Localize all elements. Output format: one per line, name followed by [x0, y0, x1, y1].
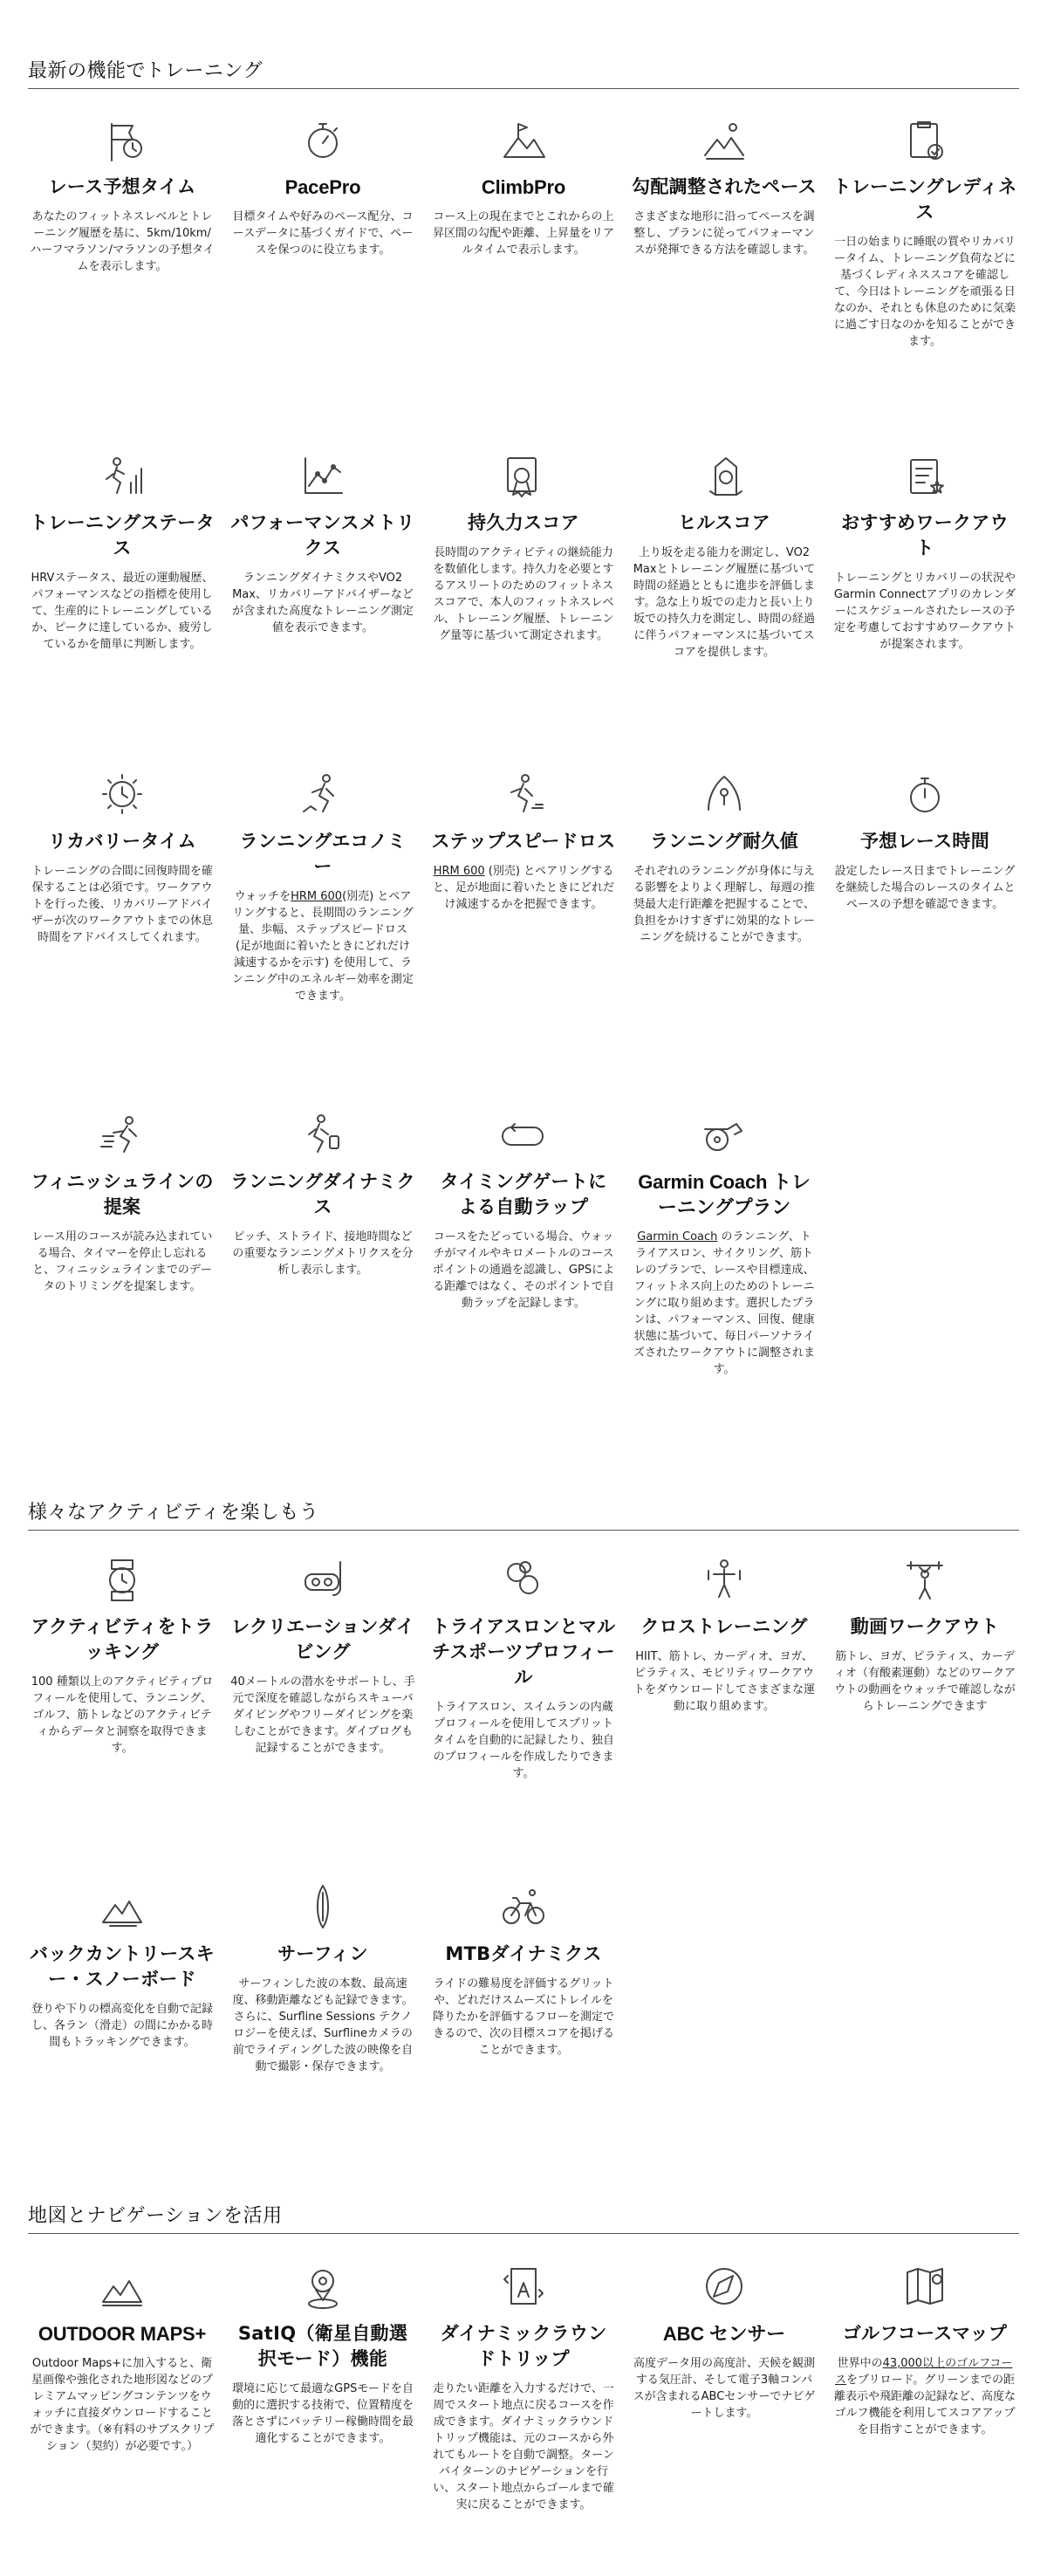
- feature-mtb-dynamics: [423, 1881, 624, 2075]
- description-text: 世界中の: [837, 2357, 883, 2370]
- feature-description: [230, 888, 415, 1004]
- runner-bars-icon: [30, 449, 215, 502]
- feature-satiq: [222, 2260, 423, 2513]
- feature-title: MTBダイナミクス: [445, 1943, 602, 1964]
- line-graph-icon: [230, 449, 415, 502]
- feature-title: ダイナミックラウンドトリップ: [440, 2323, 607, 2369]
- feature-title: フィニッシュラインの提案: [31, 1171, 214, 1217]
- feature-title: サーフィン: [277, 1943, 368, 1964]
- feature-running-tolerance: [624, 768, 825, 1004]
- feature-step-speed-loss: [423, 768, 624, 1004]
- feature-description: HRVステータス、最近の運動履歴、パフォーマンスなどの指標を使用して、生産的にトレーニングしているか、ピークに達しているか、疲労しているかを簡単に判断します。: [31, 572, 214, 651]
- mountain-flag-icon: [431, 113, 616, 166]
- feature-row: [22, 113, 1025, 350]
- feature-hill-score: [624, 449, 825, 661]
- hill-score-icon: [632, 449, 817, 502]
- finish-line-icon: [30, 1108, 215, 1161]
- snorkel-mask-icon: [230, 1553, 415, 1606]
- feature-race-time-prediction: [825, 768, 1025, 1004]
- feature-row: [22, 1553, 1025, 1782]
- feature-grade-adjusted-pace: [624, 113, 825, 350]
- running-dynamics-icon: [230, 1108, 415, 1161]
- kettlebell-person-icon: [632, 1553, 817, 1606]
- feature-title: OUTDOOR MAPS+: [38, 2323, 207, 2345]
- feature-title: トライアスロンとマルチスポーツプロフィール: [431, 1616, 616, 1688]
- feature-recreational-diving: [222, 1553, 423, 1782]
- recovery-sun-icon: [30, 768, 215, 820]
- feature-description: トレーニングとリカバリーの状況やGarmin Connectアプリのカレンダーにスケジュールされたレースの予定を考慮しておすすめワークアウトが提案されます。: [833, 572, 1016, 651]
- watch-icon: [30, 1553, 215, 1606]
- feature-description: 設定したレース日までトレーニングを継続した場合のレースのタイムとペースの予想を確認できます。: [834, 865, 1016, 911]
- feature-timing-gate: [423, 1108, 624, 1378]
- section-title-activities: 様々なアクティビティを楽しもう: [28, 1497, 1019, 1531]
- feature-row: [22, 2260, 1025, 2513]
- badge-score-icon: [431, 449, 616, 502]
- feature-cross-training: [624, 1553, 825, 1782]
- feature-golf-course-maps: [825, 2260, 1025, 2513]
- feature-description: コースをたどっている場合、ウォッチがマイルやキロメートルのコースポイントの通過を認識し、GPSによる距離ではなく、そのポイントで自動ラップを記録します。: [432, 1230, 615, 1310]
- feature-title: バックカントリースキー・スノーボード: [30, 1943, 215, 1990]
- feature-description: Outdoor Maps+に加入すると、衛星画像や強化された地形図などのプレミアムマッピングコンテンツをウォッチに直接ダウンロードすることができます。（※有料のサブスクリプション（契約）が必要です。）: [30, 2357, 215, 2453]
- feature-description: 環境に応じて最適なGPSモードを自動的に選択する技術で、位置精度を落とさずにバッテリー稼働時間を最適化することができます。: [231, 2382, 414, 2445]
- feature-title: タイミングゲートによる自動ラップ: [440, 1171, 607, 1217]
- feature-description: 100 種類以上のアクティビティプロフィールを使用して、ランニング、ゴルフ、筋トレなどのアクティビティからデータと洞察を取得できます。: [31, 1675, 214, 1755]
- product-link[interactable]: HRM 600: [291, 890, 343, 903]
- feature-title: ランニングエコノミー: [239, 831, 407, 877]
- feature-recovery-time: [22, 768, 222, 1004]
- product-link[interactable]: HRM 600: [433, 865, 485, 878]
- feature-title: 予想レース時間: [859, 831, 990, 852]
- feature-description: トレーニングの合間に回復時間を確保することは必須です。ワークアウトを行った後、リカバリーアドバイザーが次のワークアウトまでの休息時間をアドバイスしてくれます。: [31, 865, 213, 944]
- feature-animated-workouts: [825, 1553, 1025, 1782]
- product-link[interactable]: Garmin Coach: [637, 1230, 718, 1243]
- feature-title: ClimbPro: [481, 176, 566, 198]
- feature-outdoor-maps: [22, 2260, 222, 2513]
- weightlifter-icon: [832, 1553, 1017, 1606]
- feature-title: ABC センサー: [662, 2323, 786, 2345]
- feature-training-status: [22, 449, 222, 661]
- clipboard-check-icon: [832, 113, 1017, 166]
- description-text: をプリロード。グリーンまでの距離表示や飛距離の記録など、高度なゴルフ機能を利用してスコアアップを目指すことができます。: [833, 2374, 1016, 2436]
- description-text: (別売) とペアリングすると、長期間のランニング量、歩幅、ステップスピードロス (足が地面に着いたときにどれだけ減速するかを示す) を使用して、ランニング中のエネルギー効率を測定できます。: [232, 890, 414, 1003]
- runner-endurance-icon: [632, 768, 817, 820]
- feature-title: クロストレーニング: [640, 1616, 808, 1637]
- feature-abc-sensors: [624, 2260, 825, 2513]
- feature-description: さまざまな地形に沿ってペースを調整し、プランに従ってパフォーマンスが発揮できる方法を確認します。: [633, 210, 815, 257]
- feature-description: 上り坂を走る能力を測定し、VO2 Maxとトレーニング履歴に基づいて時間の経過とともに進歩を評価します。急な上り坂での走力と長い上り坂での持久力を測定し、時間の経過に伴うパフォーマンスに基づいてスコアを提供します。: [633, 546, 816, 659]
- feature-title: SatIQ（衛星自動選択モード）機能: [237, 2323, 408, 2369]
- feature-garmin-coach: [624, 1108, 825, 1378]
- feature-title: Garmin Coach トレーニングプラン: [638, 1171, 811, 1218]
- feature-title: 勾配調整されたペース: [632, 176, 817, 197]
- feature-finish-line-suggestion: [22, 1108, 222, 1378]
- feature-climbpro: [423, 113, 624, 350]
- feature-title: ランニング耐久値: [650, 831, 798, 852]
- feature-row: [22, 768, 1025, 1004]
- feature-title: PacePro: [284, 176, 361, 198]
- feature-row: [22, 449, 1025, 661]
- lap-loop-icon: [431, 1108, 616, 1161]
- feature-race-prediction: [22, 113, 222, 350]
- feature-description: [632, 1229, 817, 1378]
- feature-description: 目標タイムや好みのペース配分、コースデータに基づくガイドで、ペースを保つのに役立ちます。: [232, 210, 414, 257]
- feature-description: それぞれのランニングが身体に与える影響をよりよく理解し、毎週の推奨最大走行距離を把握することで、負担をかけすぎずに効果的なトレーニングを続けることができます。: [633, 865, 815, 944]
- product-link[interactable]: 43,000以上のゴルフコース: [834, 2357, 1013, 2387]
- feature-title: 動画ワークアウト: [850, 1616, 1000, 1637]
- stopwatch-icon: [230, 113, 415, 166]
- step-speed-icon: [431, 768, 616, 820]
- golf-map-icon: [832, 2260, 1017, 2312]
- feature-title: ヒルスコア: [678, 512, 770, 533]
- feature-suggested-workouts: [825, 449, 1025, 661]
- feature-title: レクリエーションダイビング: [230, 1616, 415, 1662]
- feature-description: サーフィンした波の本数、最高速度、移動距離なども記録できます。さらに、Surfline Sessions テクノロジーを使えば、Surflineカメラの前でライディングした波の映像を自動で撮影・保存できます。: [232, 1977, 414, 2073]
- feature-endurance-score: [423, 449, 624, 661]
- feature-title: レース予想タイム: [48, 176, 196, 197]
- feature-description: 一日の始まりに睡眠の質やリカバリータイム、トレーニング負荷などに基づくレディネススコアを確認して、今日はトレーニングを頑張る日なのか、それとも休息のために気楽に過ごす日なのかを知ることができます。: [833, 236, 1016, 348]
- feature-description: コース上の現在までとこれからの上昇区間の勾配や距離、上昇量をリアルタイムで表示します。: [432, 210, 614, 257]
- feature-surfing: [222, 1881, 423, 2075]
- workout-star-icon: [832, 449, 1017, 502]
- feature-running-dynamics: [222, 1108, 423, 1378]
- feature-description: 40メートルの潜水をサポートし、手元で深度を確認しながらスキューバダイビングやフリーダイビングを楽しむことができます。ダイブログも記録することができます。: [230, 1675, 415, 1755]
- feature-title: トレーニングステータス: [30, 512, 215, 558]
- feature-description: HIIT、筋トレ、カーディオ、ヨガ、ピラティス、モビリティワークアウトをダウンロードしてさまざまな運動に取り組めます。: [633, 1650, 815, 1713]
- feature-title: ステップスピードロス: [431, 831, 616, 852]
- feature-description: レース用のコースが読み込まれている場合、タイマーを停止し忘れると、フィニッシュラインまでのデータのトリミングを提案します。: [31, 1230, 213, 1293]
- round-trip-icon: [431, 2260, 616, 2312]
- feature-row: [22, 1108, 1025, 1378]
- feature-title: ゴルフコースマップ: [842, 2323, 1008, 2344]
- section-title-navigation: 地図とナビゲーションを活用: [28, 2201, 1019, 2234]
- feature-description: 走りたい距離を入力するだけで、一周でスタート地点に戻るコースを作成できます。ダイナミックラウンドトリップ機能は、元のコースから外れてもルートを自動で調整。ターンバイターンのナビゲーションを行い、スタート地点からゴールまで確実に戻ることができます。: [433, 2382, 614, 2511]
- flag-clock-icon: [30, 113, 215, 166]
- feature-description: あなたのフィットネスレベルとトレーニング履歴を基に、5km/10km/ハーフマラソン/マラソンの予想タイムを表示します。: [30, 210, 215, 273]
- section-title-training: 最新の機能でトレーニング: [28, 56, 1019, 89]
- feature-row: [22, 1881, 1025, 2075]
- timer-icon: [832, 768, 1017, 820]
- terrain-pace-icon: [632, 113, 817, 166]
- feature-description: 登りや下りの標高変化を自動で記録し、各ラン（滑走）の間にかかる時間もトラッキングできます。: [31, 2003, 213, 2049]
- feature-description: トライアスロン、スイムランの内蔵プロフィールを使用してスプリットタイムを自動的に記録したり、独自のプロフィールを作成したりできます。: [433, 1701, 614, 1780]
- feature-title: トレーニングレディネス: [832, 176, 1017, 223]
- mtb-bike-icon: [431, 1881, 616, 1933]
- feature-description: [832, 2355, 1017, 2438]
- topo-map-icon: [30, 2260, 215, 2312]
- feature-description: 長時間のアクティビティの継続能力を数値化します。持久力を必要とするアスリートのためのフィットネススコアで、本人のフィットネスレベル、トレーニング履歴、トレーニング量等に基づいて測定されます。: [433, 546, 614, 642]
- feature-description: ピッチ、ストライド、接地時間などの重要なランニングメトリクスを分析し表示します。: [232, 1230, 414, 1277]
- feature-performance-metrics: [222, 449, 423, 661]
- surfboard-icon: [230, 1881, 415, 1933]
- feature-title: おすすめワークアウト: [841, 512, 1009, 558]
- feature-title: パフォーマンスメトリクス: [230, 512, 415, 558]
- feature-dynamic-round-trip: [423, 2260, 624, 2513]
- feature-title: リカバリータイム: [48, 831, 196, 852]
- location-pin-icon: [230, 2260, 415, 2312]
- description-text: (別売) とペアリングすると、足が地面に着いたときにどれだけ減速するかを把握できます。: [432, 865, 614, 911]
- feature-description: ライドの難易度を評価するグリットや、どれだけスムーズにトレイルを降りたかを評価するフローを測定できるので、次の目標スコアを掲げることができます。: [432, 1977, 614, 2057]
- feature-training-readiness: [825, 113, 1025, 350]
- feature-description: ランニングダイナミクスやVO2 Max、リカバリーアドバイザーなどが含まれた高度なトレーニング測定値を表示できます。: [232, 572, 414, 634]
- feature-running-economy: [222, 768, 423, 1004]
- whistle-icon: [632, 1108, 817, 1161]
- description-text: ウォッチを: [234, 890, 291, 903]
- feature-title: アクティビティをトラッキング: [31, 1616, 214, 1662]
- feature-description: 筋トレ、ヨガ、ピラティス、カーディオ（有酸素運動）などのワークアウトの動画をウォッチで確認しながらトレーニングできます: [833, 1650, 1016, 1713]
- compass-arrow-icon: [632, 2260, 817, 2312]
- triathlon-links-icon: [431, 1553, 616, 1606]
- running-economy-icon: [230, 768, 415, 820]
- mountain-skier-icon: [30, 1881, 215, 1933]
- feature-description: [431, 863, 616, 913]
- feature-title: 持久力スコア: [468, 512, 579, 533]
- feature-triathlon-multisport: [423, 1553, 624, 1782]
- feature-backcountry: [22, 1881, 222, 2075]
- feature-description: 高度データ用の高度計、天候を観測する気圧計、そして電子3軸コンパスが含まれるABCセンサーでナビゲートします。: [633, 2357, 816, 2420]
- description-text: のランニング、トライアスロン、サイクリング、筋トレのプランで、レースや目標達成、フィットネス向上のためのトレーニングに取り組めます。選択したプランは、パフォーマンス、回復、健康状態に基づいて、毎日パーソナライズされたワークアウトに調整されます。: [633, 1230, 815, 1376]
- feature-title: ランニングダイナミクス: [230, 1171, 415, 1217]
- feature-pacepro: [222, 113, 423, 350]
- feature-activity-tracking: [22, 1553, 222, 1782]
